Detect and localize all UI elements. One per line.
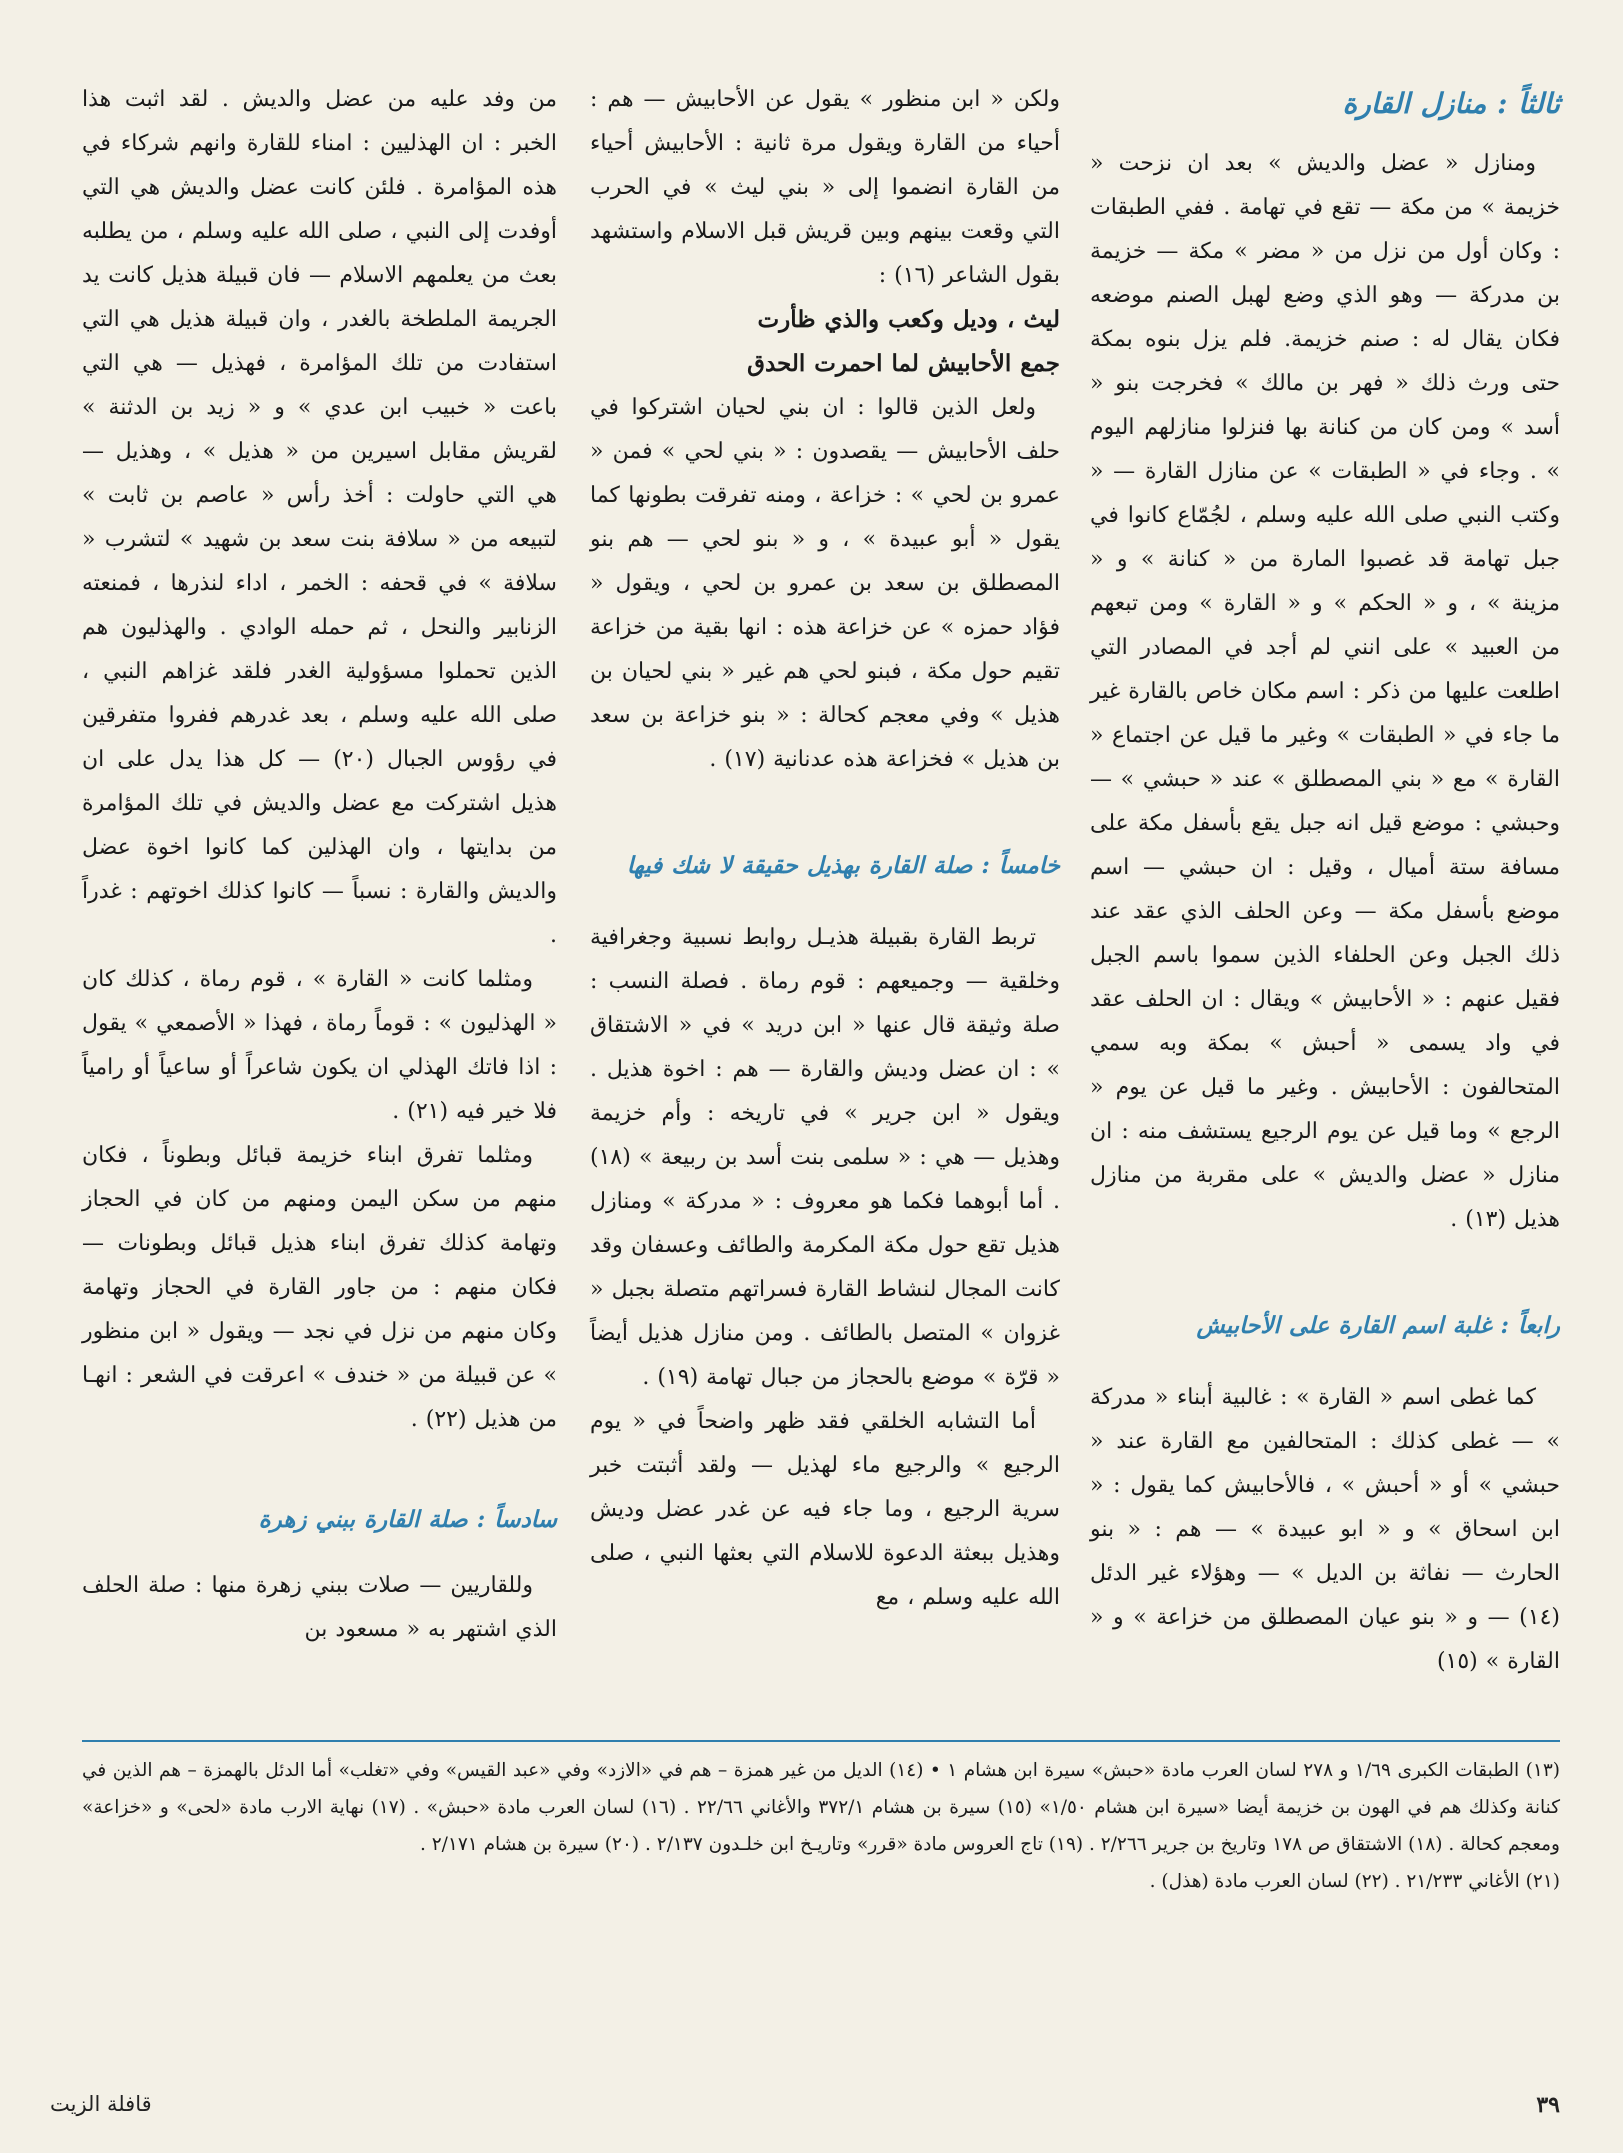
paragraph: وللقاريين — صلات ببني زهرة منها : صلة الحلف الذي اشتهر به « مسعود بن: [82, 1573, 557, 1642]
section-heading-4: [1090, 1304, 1560, 1348]
column-right: [1090, 78, 1560, 1684]
magazine-name: قافلة الزيت: [50, 2092, 152, 2116]
section-heading-4-text: رابعاً : غلبة اسم القارة على الأحابيش: [1196, 1312, 1560, 1339]
paragraph: ومنازل « عضل والديش » بعد ان نزحت « خزيمة » من مكة — تقع في تهامة . ففي الطبقات : وكان أول من نزل من « مضر » مكة — خزيمة بن مدركة — وهو الذي وضع لهبل الصنم موضعه فكان يقال له : صنم خزيمة. فلم يزل بنوه بمكة حتى ورث ذلك « فهر بن مالك » فخرجت بنو « أسد » ومن كان من كنانة بها فنزلوا منازلهم اليوم » . وجاء في « الطبقات » عن منازل القارة — « وكتب النبي صلى الله عليه وسلم ، لجُمّاع كانوا في جبل تهامة قد غصبوا المارة من « كنانة » و « مزينة » ، و « الحكم » و « القارة » ومن تبعهم من العبيد » على انني لم أجد في المصادر التي اطلعت عليها من ذكر : اسم مكان خاص بالقارة غير ما جاء في « الطبقات » وغير ما قيل عن اجتماع « القارة » مع « بني المصطلق » عند « حبشي » — وحبشي : موضع قيل انه جبل يقع بأسفل مكة على مسافة ستة أميال ، وقيل : ان حبشي — اسم موضع بأسفل مكة — وعن الحلف الذي عقد عند ذلك الجبل وعن الحلفاء الذين سموا باسم الجبل فقيل عنهم : « الأحابيش » ويقال : ان الحلف عقد في واد يسمى « أحبش » بمكة وبه سمي المتحالفون : الأحابيش . وغير ما قيل عن يوم « الرجع » وما قيل عن يوم الرجيع يستشف منه : ان منازل « عضل والديش » على مقربة من منازل هذيل (١٣) .: [1090, 151, 1560, 1232]
column-left: [82, 78, 557, 1652]
section-heading-6-text: سادساً : صلة القارة ببني زهرة: [258, 1506, 557, 1533]
section-heading-3-text: ثالثاً : منازل القارة: [1342, 87, 1560, 120]
footnotes: [82, 1752, 1560, 1900]
section-heading-5: [590, 844, 1060, 888]
section-heading-3: [1090, 82, 1560, 126]
footnote-block-2: (٢١) الأغاني ٢١/٢٣٣ . (٢٢) لسان العرب مادة (هذل) .: [1149, 1871, 1560, 1892]
poem-line-1: ليث ، وديل وكعب والذي ظأرت: [757, 306, 1060, 333]
paragraph: كما غطى اسم « القارة » : غالبية أبناء « مدركة » — غطى كذلك : المتحالفين مع القارة عند « حبشي » أو « أحبش » ، فالأحابيش كما يقول : « ابن اسحاق » و « ابو عبيدة » — هم : « بنو الحارث — نفاثة بن الديل » — وهؤلاء غير الدئل (١٤) — و « بنو عيان المصطلق من خزاعة » و « القارة » (١٥): [1090, 1385, 1560, 1674]
paragraph: تربط القارة بقبيلة هذيـل روابط نسبية وجغرافية وخلقية — وجميعهم : قوم رماة . فصلة النسب : صلة وثيقة قال عنها « ابن دريد » في « الاشتقاق » : ان عضل وديش والقارة — هم : اخوة هذيل . ويقول « ابن جرير » في تاريخه : وأم خزيمة وهذيل — هي : « سلمى بنت أسد بن ربيعة » (١٨) . أما أبوهما فكما هو معروف : « مدركة » ومنازل هذيل تقع حول مكة المكرمة والطائف وعسفان وقد كانت المجال لنشاط القارة فسراتهم متصلة بجبل « غزوان » المتصل بالطائف . ومن منازل هذيل أيضاً « قرّة » موضع بالحجاز من جبال تهامة (١٩) .: [590, 925, 1060, 1390]
section-heading-6: [82, 1498, 557, 1542]
page-number: ٣٩: [1536, 2092, 1560, 2118]
poem-verse: [590, 298, 1060, 386]
footnote-block-1: (١٣) الطبقات الكبرى ١/٦٩ و ٢٧٨ لسان العرب مادة «حبش» سيرة ابن هشام ١ • (١٤) الديل من غير همزة – هم في «الازد» وفي «عبد القيس» وفي «تغلب» أما الدئل بالهمزة – هم الذين في كنانة وكذلك هم في الهون بن خزيمة أيضا «سيرة ابن هشام ١/٥٠» (١٥) سيرة بن هشام ٣٧٢/١ والأغاني ٢٢/٦٦ . (١٦) لسان العرب مادة «حبش» . (١٧) نهاية الارب مادة «لحى» و «خزاعة» ومعجم كحالة . (١٨) الاشتقاق ص ١٧٨ وتاريخ بن جرير ٢/٢٦٦ . (١٩) تاج العروس مادة «قرر» وتاريـخ ابن خلـدون ٢/١٣٧ . (٢٠) سيرة بن هشام ٢/١٧١ .: [82, 1760, 1561, 1855]
section-heading-5-text: خامساً : صلة القارة بهذيل حقيقة لا شك فيها: [626, 852, 1060, 879]
column-middle: [590, 78, 1060, 1620]
paragraph: ولعل الذين قالوا : ان بني لحيان اشتركوا في حلف الأحابيش — يقصدون : « بني لحي » فمن « عمرو بن لحي » : خزاعة ، ومنه تفرقت بطونها كما يقول « أبو عبيدة » ، و « بنو لحي — هم بنو المصطلق بن سعد بن عمرو بن لحي ، ويقول « فؤاد حمزه » عن خزاعة هذه : انها بقية من خزاعة تقيم حول مكة ، فبنو لحي هم غير « بني لحيان بن هذيل » وفي معجم كحالة : « بنو خزاعة بن سعد بن هذيل » فخزاعة هذه عدنانية (١٧) .: [590, 395, 1060, 772]
paragraph: ومثلما تفرق ابناء خزيمة قبائل وبطوناً ، فكان منهم من سكن اليمن ومنهم من كان في الحجاز وتهامة كذلك تفرق ابناء هذيل قبائل وبطونات — فكان منهم : من جاور القارة في الحجاز وتهامة وكان منهم من نزل في نجد — ويقول « ابن منظور » عن قبيلة من « خندف » اعرقت في الشعر : انهـا من هذيل (٢٢) .: [82, 1143, 557, 1432]
paragraph: من وفد عليه من عضل والديش . لقد اثبت هذا الخبر : ان الهذليين : امناء للقارة وانهم شركاء في هذه المؤامرة . فلئن كانت عضل والديش هي التي أوفدت إلى النبي ، صلى الله عليه وسلم ، من يطلبه بعث من يعلمهم الاسلام — فان قبيلة هذيل كانت يد الجريمة الملطخة بالغدر ، وان قبيلة هذيل هي التي استفادت من تلك المؤامرة ، فهذيل — هي التي باعت « خبيب ابن عدي » و « زيد بن الدثنة » لقريش مقابل اسيرين من « هذيل » ، وهذيل — هي التي حاولت : أخذ رأس « عاصم بن ثابت » لتبيعه من « سلافة بنت سعد بن شهيد » لتشرب « سلافة » في قحفه : الخمر ، اداء لنذرها ، فمنعته الزنابير والنحل ، ثم حمله الوادي . والهذليون هم الذين تحملوا مسؤولية الغدر فلقد غزاهم النبي ، صلى الله عليه وسلم ، بعد غدرهم ففروا متفرقين في رؤوس الجبال (٢٠) — كل هذا يدل على ان هذيل اشتركت مع عضل والديش في تلك المؤامرة من بدايتها ، وان الهذلين كما كانوا اخوة عضل والديش والقارة : نسباً — كانوا كذلك اخوتهم : غدراً .: [82, 87, 557, 948]
paragraph: ومثلما كانت « القارة » ، قوم رماة ، كذلك كان « الهذليون » : قوماً رماة ، فهذا « الأصمعي » يقول : اذا فاتك الهذلي ان يكون شاعراً أو ساعياً أو رامياً فلا خير فيه (٢١) .: [82, 967, 557, 1124]
paragraph: أما التشابه الخلقي فقد ظهر واضحاً في « يوم الرجيع » والرجيع ماء لهذيل — ولقد أثبتت خبر سرية الرجيع ، وما جاء فيه عن غدر عضل وديش وهذيل ببعثة الدعوة للاسلام التي بعثها النبي ، صلى الله عليه وسلم ، مع: [590, 1409, 1060, 1610]
footnote-divider: [82, 1740, 1560, 1742]
paragraph: ولكن « ابن منظور » يقول عن الأحابيش — هم : أحياء من القارة ويقول مرة ثانية : الأحابيش أحياء من القارة انضموا إلى « بني ليث » في الحرب التي وقعت بينهم وبين قريش قبل الاسلام واستشهد بقول الشاعر (١٦) :: [590, 87, 1060, 288]
poem-line-2: جمع الأحابيش لما احمرت الحدق: [747, 350, 1060, 377]
